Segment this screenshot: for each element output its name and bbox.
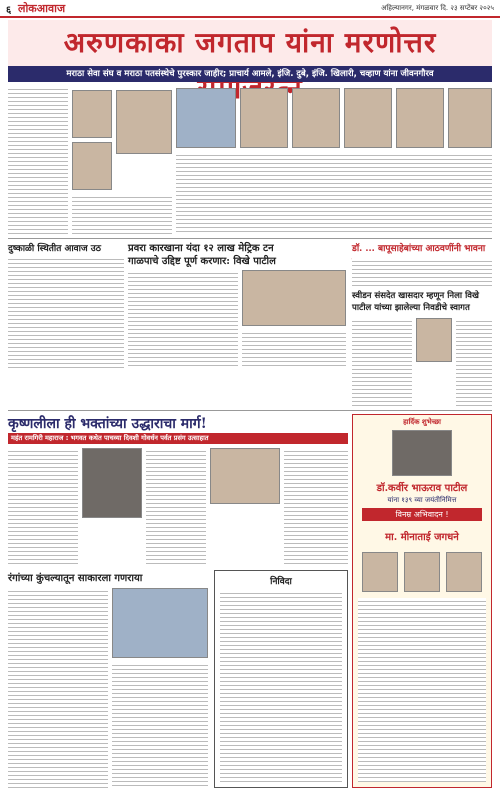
story-4-body [352,258,492,286]
divider [8,410,492,411]
story-5-body-1 [352,318,412,408]
story-3-photo [242,270,346,326]
lead-photo-8 [396,88,444,148]
lead-photo-4 [176,88,236,148]
lead-column-1 [8,86,68,234]
ad-body [358,598,486,782]
lead-photo-7 [344,88,392,148]
story-5-body-2 [456,318,492,408]
lead-subheadline: मराठा सेवा संघ व मराठा पतसंस्थेचे पुरस्कार जाहीर; प्राचार्य आमले, इंजि. दुबे, इंजि. खिलारी, चव्हाण यांना जीवनगौरव [8,66,492,82]
ad-label: हार्दिक शुभेच्छा [403,418,441,426]
story-3-subheadline: गाळपाचे उद्दिष्ट पूर्ण करणार: विखे पाटील [128,256,276,267]
notice-body [220,590,342,782]
divider [8,238,492,239]
ad-greeting: विनम्र अभिवादन ! [362,508,482,521]
story-7-headline: रंगांच्या कुंचल्यातून साकारला गणराया [8,573,143,584]
story-6-photo-1 [82,448,142,518]
story-6-body-2 [146,448,206,566]
ad-photo-1 [362,552,398,592]
ad-name: डॉ.कर्वीर भाऊराव पाटील [376,483,468,494]
lead-photo-9 [448,88,492,148]
lead-body [176,152,492,234]
story-7-photo [112,588,208,658]
story-3-body-2 [242,330,346,368]
newspaper-brand: लोकआवाज [18,2,66,15]
story-6-body-1 [8,448,78,566]
story-6-headline: कृष्णलीला ही भक्तांच्या उद्धाराचा मार्ग! [8,416,207,432]
story-5-photo [416,318,452,362]
lead-photo-5 [240,88,288,148]
story-6-subheadline: महंत रामगिरी महाराज : भगवत कथेत पाचव्या दिवशी गोवर्धन पर्वत प्रसंग उत्साहात [8,433,348,444]
ad-portrait [392,430,452,476]
story-6-body-3 [284,448,348,566]
lead-headline: अरुणकाका जगताप यांना मरणोत्तर [8,20,492,66]
lead-column-2 [72,194,172,234]
ad-photo-2 [404,552,440,592]
page-number: ६ [6,5,12,16]
story-3-headline: प्रवरा कारखाना यंदा १२ लाख मेट्रिक टन [128,243,274,254]
lead-photo-2 [72,142,112,190]
ad-line: यांना १३९ व्या जयंतीनिमित्त [387,496,457,504]
notice-title: निविदा [270,577,292,587]
lead-photo-6 [292,88,340,148]
ad-photo-3 [446,552,482,592]
lead-photo-1 [72,90,112,138]
story-6-photo-2 [210,448,280,504]
dateline: अहिल्यानगर, मंगळवार दि. २३ सप्टेंबर २०२५ [381,4,494,12]
story-5-headline: स्वीडन संसदेत खासदार म्हणून निला विखे [352,291,479,301]
story-3-body-1 [128,270,238,368]
story-5-subheadline: पाटील यांच्या झालेल्या निवडीचे स्वागत [352,303,470,313]
ad-box-title: मा. मीनाताई जगधने [385,532,459,543]
story-7-body-2 [112,662,208,788]
story-2-body [8,256,124,368]
story-7-body-1 [8,588,108,788]
lead-photo-3 [116,90,172,154]
story-2-headline: दुष्काळी स्थितीत आवाज उठ [8,244,101,254]
story-4-headline: डॉ. ... बापूसाहेबांच्या आठवणींनी भावना [352,244,486,254]
